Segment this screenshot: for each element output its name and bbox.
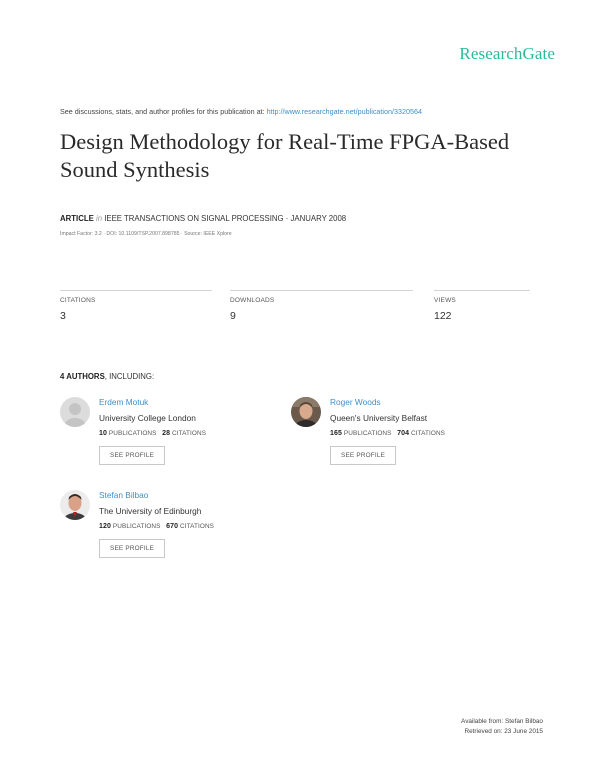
author-citations-count: 670 <box>166 523 179 530</box>
authors-heading <box>60 372 154 381</box>
stat-views <box>434 290 530 322</box>
disclaimer-text: See discussions, stats, and author profiles for this publication at: <box>60 107 267 116</box>
author-institution: The University of Edinburgh <box>99 506 202 516</box>
author-name[interactable]: Erdem Motuk <box>99 397 149 407</box>
researchgate-logo[interactable]: ResearchGate <box>459 44 555 63</box>
stat-divider <box>60 290 212 291</box>
authors-suffix: , INCLUDING: <box>104 372 155 381</box>
stat-citations <box>60 290 212 322</box>
author-publications-label: PUBLICATIONS <box>112 523 161 530</box>
author-stats <box>99 430 299 437</box>
article-type: ARTICLE <box>60 214 94 223</box>
author-name[interactable]: Roger Woods <box>330 397 381 407</box>
stat-divider <box>434 290 530 291</box>
author-photo[interactable] <box>60 490 90 520</box>
author-publications-label: PUBLICATIONS <box>108 430 157 437</box>
article-meta: Impact Factor: 3.2 · DOI: 10.1109/TSP.2007.898785 · Source: IEEE Xplore <box>60 231 232 237</box>
article-info <box>60 214 346 223</box>
publication-link[interactable]: http://www.researchgate.net/publication/3320564 <box>266 107 422 116</box>
article-in: in <box>95 214 103 223</box>
disclaimer <box>60 107 422 116</box>
author-institution: University College London <box>99 413 196 423</box>
author-stats <box>99 523 299 530</box>
stat-downloads <box>230 290 413 322</box>
see-profile-button[interactable]: SEE PROFILE <box>99 539 165 558</box>
paper-title: Design Methodology for Real-Time FPGA-Based Sound Synthesis <box>60 129 510 182</box>
author-citations-label: CITATIONS <box>172 430 207 437</box>
stat-label: DOWNLOADS <box>230 297 275 304</box>
see-profile-button[interactable]: SEE PROFILE <box>99 446 165 465</box>
author-publications-count: 165 <box>330 430 342 437</box>
author-name[interactable]: Stefan Bilbao <box>99 490 149 500</box>
author-stats <box>330 430 530 437</box>
stat-value: 3 <box>60 310 66 322</box>
author-citations-count: 28 <box>162 430 171 437</box>
article-venue: IEEE TRANSACTIONS ON SIGNAL PROCESSING · JANUARY 2008 <box>104 214 347 223</box>
stat-label: VIEWS <box>434 297 456 304</box>
avatar-placeholder-icon[interactable] <box>60 397 90 427</box>
stat-value: 122 <box>434 310 452 322</box>
stat-label: CITATIONS <box>60 297 96 304</box>
available-from: Available from: Stefan Bilbao <box>461 718 543 725</box>
availability-footer <box>461 717 543 737</box>
author-citations-label: CITATIONS <box>180 523 215 530</box>
author-publications-count: 10 <box>99 430 107 437</box>
retrieved-on: Retrieved on: 23 June 2015 <box>464 728 543 735</box>
stat-value: 9 <box>230 310 236 322</box>
author-institution: Queen's University Belfast <box>330 413 428 423</box>
author-citations-label: CITATIONS <box>411 430 446 437</box>
see-profile-button[interactable]: SEE PROFILE <box>330 446 396 465</box>
author-citations-count: 704 <box>397 430 410 437</box>
authors-count: 4 AUTHORS <box>60 372 105 381</box>
stat-divider <box>230 290 413 291</box>
author-publications-count: 120 <box>99 523 111 530</box>
author-publications-label: PUBLICATIONS <box>343 430 392 437</box>
author-photo[interactable] <box>291 397 321 427</box>
